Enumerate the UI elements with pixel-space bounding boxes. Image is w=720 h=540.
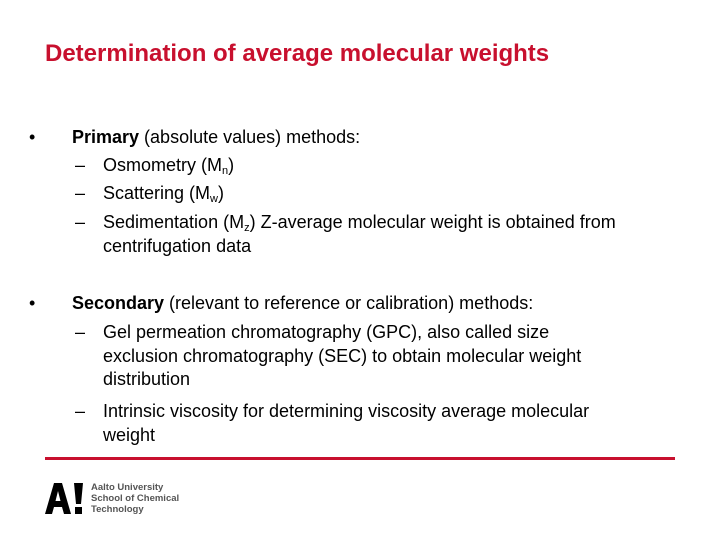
slide-title: Determination of average molecular weights (45, 40, 550, 67)
bullet-text (72, 126, 360, 150)
sub-item-text (103, 182, 683, 206)
sub-item-text (103, 400, 683, 447)
sub-item-text-part: ) (218, 183, 224, 203)
sub-item-line: Intrinsic viscosity for determining viscosity average molecular (103, 401, 590, 421)
aalto-logo-icon (45, 482, 85, 514)
sub-item-line: exclusion chromatography (SEC) to obtain molecular weight (103, 345, 582, 366)
subscript: n (222, 165, 229, 177)
sub-item-text (103, 154, 683, 178)
footer-divider (45, 457, 675, 460)
sub-item-text-part: Osmometry (M (103, 155, 222, 175)
logo-line-technology: Technology (91, 504, 144, 515)
subscript: z (244, 222, 250, 234)
bullet-bold-term: Primary (72, 127, 140, 147)
bullet-marker: • (29, 293, 36, 313)
bullet-bold-term: Secondary (72, 293, 165, 313)
dash-marker: – (75, 401, 86, 421)
bullet-marker: • (29, 127, 36, 147)
bullet-rest: (relevant to reference or calibration) methods: (164, 293, 534, 313)
dash-marker: – (75, 183, 86, 203)
dash-marker: – (75, 212, 86, 232)
subscript: w (210, 193, 218, 205)
sub-item-line: Gel permeation chromatography (GPC), also called size (103, 322, 550, 342)
sub-item-text-part: Scattering (M (103, 183, 211, 203)
sub-item-text (103, 211, 683, 258)
sub-item-continuation: centrifugation data (103, 235, 252, 256)
logo-wordmark (91, 482, 179, 515)
sub-item-text-part: Sedimentation (M (103, 212, 245, 232)
sub-item-line: distribution (103, 369, 191, 389)
dash-marker: – (75, 155, 86, 175)
bullet-text (72, 292, 533, 316)
logo-line-university: Aalto University (91, 482, 164, 493)
dash-marker: – (75, 322, 86, 342)
sub-item-text-part: ) (228, 155, 235, 175)
logo-line-school: School of Chemical (91, 493, 180, 504)
bullet-rest: (absolute values) methods: (139, 127, 361, 147)
sub-item-line: weight (103, 424, 156, 445)
sub-item-text-part: ) Z-average molecular weight is obtained from (249, 212, 616, 232)
sub-item-text (103, 321, 683, 392)
